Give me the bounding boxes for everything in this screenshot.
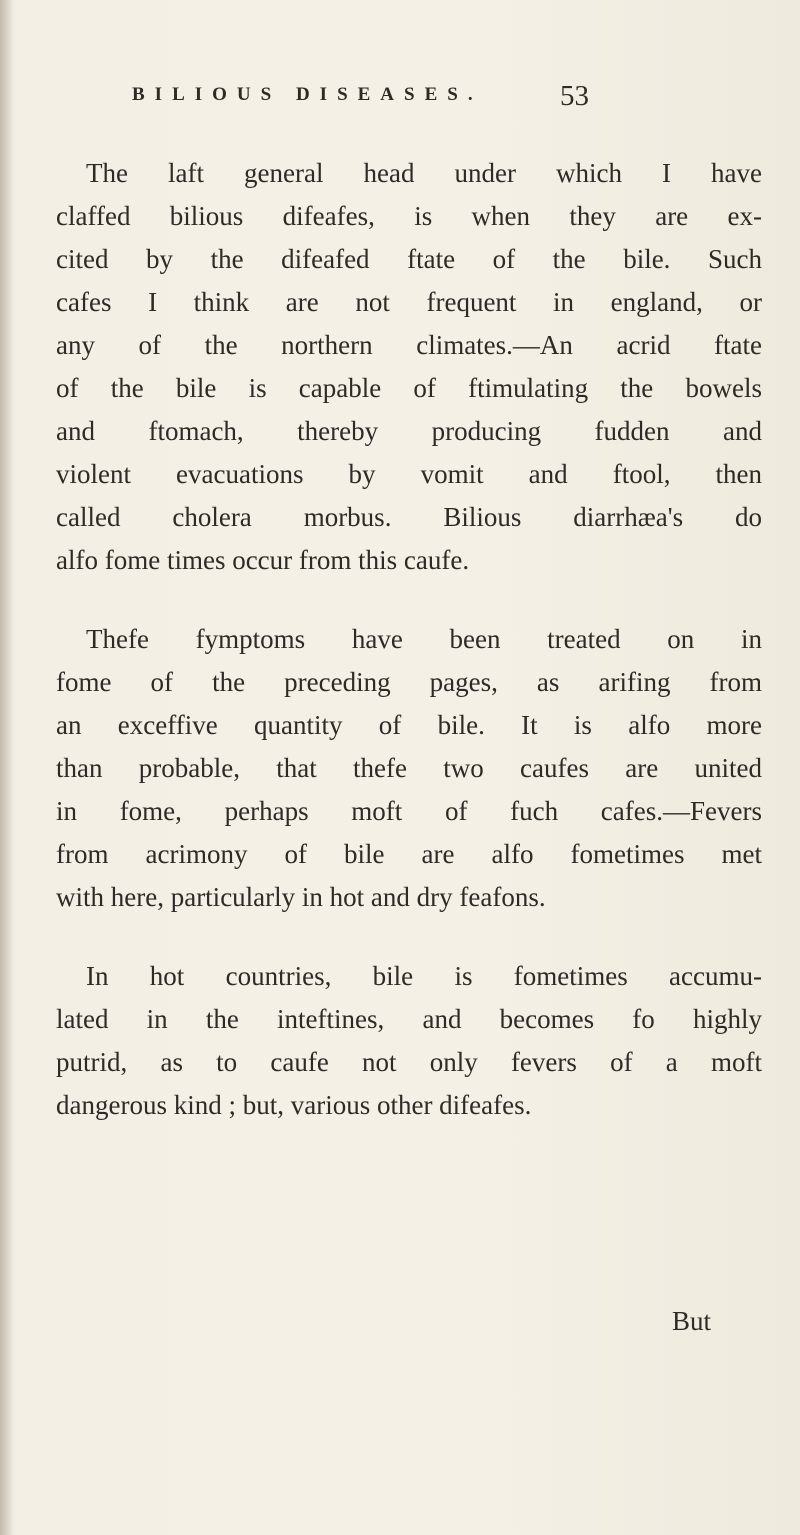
text-line: any of the northern climates.—An acrid ftate <box>56 330 762 360</box>
text-line: putrid, as to caufe not only fevers of a moft <box>56 1047 762 1077</box>
text-line: violent evacuations by vomit and ftool, then <box>56 459 762 489</box>
paragraph-2 <box>56 618 762 919</box>
text-line: of the bile is capable of ftimulating the bowels <box>56 373 762 403</box>
text-line: from acrimony of bile are alfo fometimes met <box>56 839 762 869</box>
text-line: called cholera morbus. Bilious diarrhæa's do <box>56 502 762 532</box>
text-line: cafes I think are not frequent in england, or <box>56 287 762 317</box>
text-line: with here, particularly in hot and dry feafons. <box>56 882 546 912</box>
running-head <box>0 76 800 116</box>
text-line: and ftomach, thereby producing fudden and <box>56 416 762 446</box>
text-line: dangerous kind ; but, various other difeafes. <box>56 1090 532 1120</box>
catchword: But <box>672 1306 712 1336</box>
text-line: fome of the preceding pages, as arifing from <box>56 667 762 697</box>
gutter-shadow <box>0 0 14 1535</box>
text-line: claffed bilious difeafes, is when they are ex- <box>56 201 762 231</box>
text-line: lated in the inteftines, and becomes fo highly <box>56 1004 762 1034</box>
paragraph-3 <box>56 955 762 1127</box>
text-line: The laft general head under which I have <box>86 158 762 188</box>
text-line: an exceffive quantity of bile. It is alfo more <box>56 710 762 740</box>
running-title: BILIOUS DISEASES. <box>132 84 483 105</box>
text-line: than probable, that thefe two caufes are united <box>56 753 762 783</box>
text-line: alfo fome times occur from this caufe. <box>56 545 470 575</box>
text-line: cited by the difeafed ftate of the bile. Such <box>56 244 762 274</box>
text-line: Thefe fymptoms have been treated on in <box>86 624 762 654</box>
page-number: 53 <box>560 80 589 112</box>
text-line: in fome, perhaps moft of fuch cafes.—Fevers <box>56 796 762 826</box>
text-line: In hot countries, bile is fometimes accumu- <box>86 961 762 991</box>
paragraph-1 <box>56 152 762 582</box>
body-text <box>56 152 762 1127</box>
